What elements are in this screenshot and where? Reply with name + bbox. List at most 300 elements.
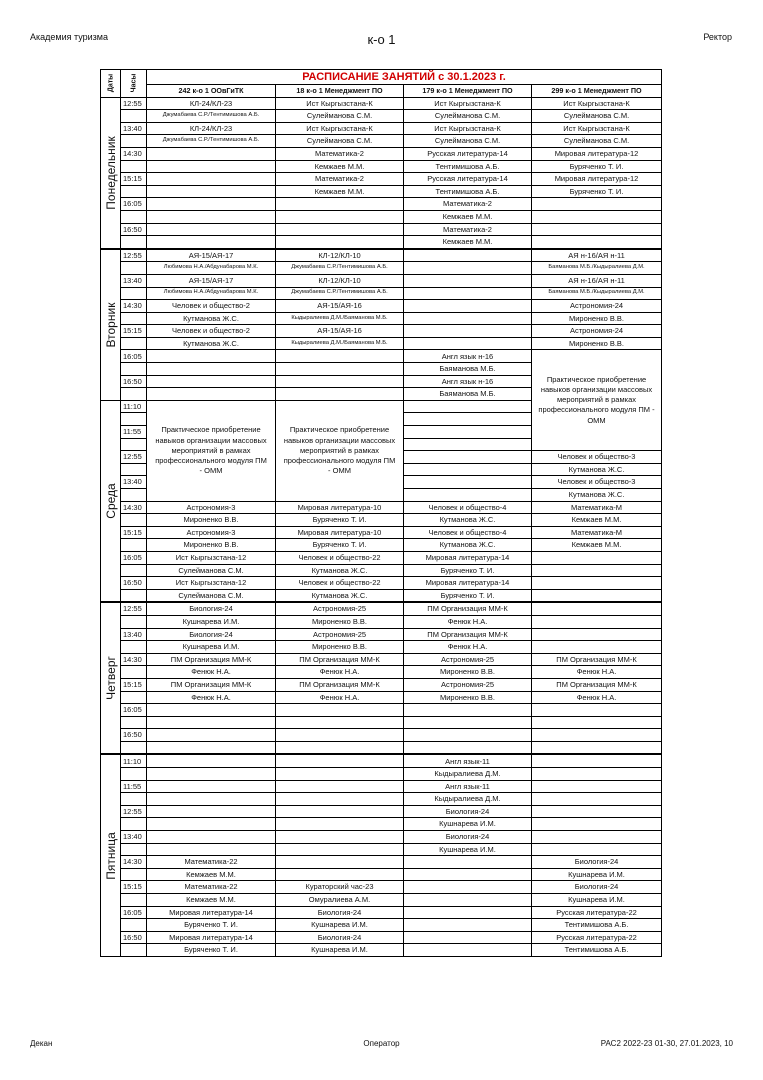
time-cell bbox=[121, 388, 147, 401]
schedule-cell bbox=[404, 249, 532, 262]
time-cell bbox=[121, 868, 147, 881]
schedule-cell: Фенюк Н.А. bbox=[404, 641, 532, 654]
schedule-cell bbox=[276, 805, 404, 818]
schedule-cell: Астрономия-25 bbox=[404, 678, 532, 691]
schedule-cell: Кемжаев М.М. bbox=[147, 894, 276, 907]
schedule-cell: Баяманова М.Б. bbox=[404, 363, 532, 376]
group-header: 299 к-о 1 Менеджмент ПО bbox=[532, 85, 662, 98]
schedule-cell bbox=[404, 881, 532, 894]
time-cell bbox=[121, 768, 147, 781]
schedule-cell: КЛ-24/КЛ-23 bbox=[147, 97, 276, 110]
schedule-cell: КЛ-12/КЛ-10 bbox=[276, 274, 404, 287]
time-cell bbox=[121, 489, 147, 502]
schedule-cell bbox=[404, 300, 532, 313]
schedule-cell bbox=[532, 818, 662, 831]
schedule-cell: Мироненко В.В. bbox=[532, 337, 662, 350]
schedule-cell: Англ язык н-16 bbox=[404, 375, 532, 388]
schedule-cell: Кемжаев М.М. bbox=[404, 210, 532, 223]
schedule-cell: Астрономия-3 bbox=[147, 501, 276, 514]
schedule-cell: Фенюк Н.А. bbox=[404, 615, 532, 628]
schedule-cell bbox=[276, 843, 404, 856]
schedule-cell bbox=[404, 312, 532, 325]
time-cell bbox=[121, 363, 147, 376]
time-cell bbox=[121, 944, 147, 957]
schedule-cell: ПМ Организация ММ-К bbox=[276, 678, 404, 691]
schedule-cell bbox=[532, 628, 662, 641]
schedule-cell bbox=[404, 931, 532, 944]
schedule-cell: Буряченко Т. И. bbox=[404, 589, 532, 602]
schedule-cell: Кыдыралиева Д.М. bbox=[404, 768, 532, 781]
schedule-cell bbox=[532, 223, 662, 236]
schedule-cell bbox=[276, 716, 404, 729]
schedule-cell: Джумабаева С.Р./Тентимишова А.Б. bbox=[147, 110, 276, 123]
schedule-cell bbox=[147, 350, 276, 363]
schedule-cell bbox=[532, 577, 662, 590]
time-cell bbox=[121, 894, 147, 907]
schedule-cell bbox=[404, 906, 532, 919]
time-cell bbox=[121, 463, 147, 476]
footer-dean: Декан bbox=[30, 1039, 53, 1048]
schedule-cell: Кыдыралиева Д.М./Баяманова М.Б. bbox=[276, 312, 404, 325]
schedule-cell: Мировая литература-12 bbox=[532, 173, 662, 186]
time-cell: 13:40 bbox=[121, 628, 147, 641]
schedule-cell bbox=[276, 210, 404, 223]
time-cell bbox=[121, 641, 147, 654]
schedule-cell: Математика-22 bbox=[147, 856, 276, 869]
schedule-cell: Биология-24 bbox=[532, 881, 662, 894]
time-cell bbox=[121, 539, 147, 552]
time-cell: 12:55 bbox=[121, 602, 147, 615]
schedule-cell bbox=[404, 868, 532, 881]
schedule-cell: Мировая литература-14 bbox=[147, 906, 276, 919]
time-cell: 13:40 bbox=[121, 476, 147, 489]
schedule-title: РАСПИСАНИЕ ЗАНЯТИЙ с 30.1.2023 г. bbox=[147, 70, 662, 85]
schedule-cell bbox=[147, 223, 276, 236]
time-cell bbox=[121, 185, 147, 198]
schedule-cell bbox=[147, 768, 276, 781]
schedule-cell: Кемжаев М.М. bbox=[276, 185, 404, 198]
schedule-cell: Кутманова Ж.С. bbox=[147, 312, 276, 325]
practice-block: Практическое приобретение навыков организации массовых мероприятий в рамках профессионального модуля ПМ - ОММ bbox=[532, 350, 662, 451]
time-cell: 15:15 bbox=[121, 173, 147, 186]
schedule-cell bbox=[147, 729, 276, 742]
schedule-cell bbox=[532, 615, 662, 628]
schedule-cell bbox=[404, 274, 532, 287]
schedule-cell: Ист Кыргызстана-К bbox=[404, 97, 532, 110]
schedule-cell bbox=[276, 818, 404, 831]
schedule-cell: Кураторский час-23 bbox=[276, 881, 404, 894]
schedule-cell: ПМ Организация ММ-К bbox=[147, 678, 276, 691]
schedule-cell bbox=[147, 173, 276, 186]
time-cell: 16:05 bbox=[121, 350, 147, 363]
schedule-cell: Мировая литература-14 bbox=[404, 577, 532, 590]
time-cell: 16:05 bbox=[121, 551, 147, 564]
schedule-cell: Кутманова Ж.С. bbox=[532, 463, 662, 476]
schedule-cell bbox=[147, 741, 276, 754]
schedule-cell: ПМ Организация ММ-К bbox=[147, 653, 276, 666]
time-cell: 16:50 bbox=[121, 223, 147, 236]
schedule-cell bbox=[276, 831, 404, 844]
group-header: 179 к-о 1 Менеджмент ПО bbox=[404, 85, 532, 98]
schedule-cell bbox=[276, 223, 404, 236]
time-cell bbox=[121, 135, 147, 148]
schedule-cell bbox=[404, 426, 532, 439]
schedule-cell: Буряченко Т. И. bbox=[276, 514, 404, 527]
schedule-cell bbox=[532, 210, 662, 223]
schedule-cell: Кушнарева И.М. bbox=[276, 944, 404, 957]
time-cell: 14:30 bbox=[121, 147, 147, 160]
time-cell bbox=[121, 615, 147, 628]
time-cell bbox=[121, 716, 147, 729]
time-cell: 11:55 bbox=[121, 426, 147, 439]
time-cell: 16:05 bbox=[121, 704, 147, 717]
time-cell: 11:10 bbox=[121, 400, 147, 413]
schedule-cell: Биология-24 bbox=[147, 602, 276, 615]
schedule-cell bbox=[147, 160, 276, 173]
header-rector: Ректор bbox=[703, 32, 732, 42]
schedule-cell bbox=[147, 147, 276, 160]
schedule-cell bbox=[147, 704, 276, 717]
footer-operator: Оператор bbox=[363, 1039, 400, 1048]
schedule-cell bbox=[404, 337, 532, 350]
schedule-cell: Сулейманова С.М. bbox=[276, 110, 404, 123]
day-label-thu: Четверг bbox=[101, 602, 121, 754]
schedule-cell: Астрономия-24 bbox=[532, 300, 662, 313]
footer-code: РАС2 2022-23 01-30, 27.01.2023, 10 bbox=[600, 1039, 733, 1048]
schedule-cell: Человек и общество-4 bbox=[404, 526, 532, 539]
time-cell: 15:15 bbox=[121, 325, 147, 338]
time-cell: 12:55 bbox=[121, 451, 147, 464]
schedule-cell bbox=[404, 704, 532, 717]
schedule-cell bbox=[147, 793, 276, 806]
schedule-cell: Кутманова Ж.С. bbox=[276, 564, 404, 577]
schedule-cell: Кемжаев М.М. bbox=[532, 539, 662, 552]
time-cell bbox=[121, 110, 147, 123]
day-label-mon: Понедельник bbox=[101, 97, 121, 249]
header-group-label: к-о 1 bbox=[367, 32, 396, 47]
schedule-cell: Биология-24 bbox=[276, 906, 404, 919]
time-cell: 11:55 bbox=[121, 780, 147, 793]
schedule-cell: Мировая литература-10 bbox=[276, 526, 404, 539]
schedule-cell: КЛ-24/КЛ-23 bbox=[147, 122, 276, 135]
schedule-cell bbox=[532, 641, 662, 654]
schedule-cell bbox=[404, 944, 532, 957]
schedule-cell bbox=[532, 805, 662, 818]
schedule-cell: Сулейманова С.М. bbox=[532, 135, 662, 148]
time-cell bbox=[121, 160, 147, 173]
schedule-cell: АЯ н-16/АЯ н-11 bbox=[532, 274, 662, 287]
schedule-cell bbox=[147, 388, 276, 401]
schedule-cell bbox=[147, 198, 276, 211]
time-cell bbox=[121, 741, 147, 754]
schedule-cell bbox=[276, 363, 404, 376]
schedule-cell: Баяманова М.Б./Кыдыралиева Д.М. bbox=[532, 262, 662, 275]
schedule-cell: Астрономия-25 bbox=[404, 653, 532, 666]
schedule-cell: Англ язык н-16 bbox=[404, 350, 532, 363]
schedule-cell: Математика-2 bbox=[404, 198, 532, 211]
time-cell: 13:40 bbox=[121, 274, 147, 287]
schedule-cell bbox=[532, 754, 662, 767]
schedule-cell: Англ язык-11 bbox=[404, 780, 532, 793]
schedule-cell: Русская литература-22 bbox=[532, 906, 662, 919]
schedule-cell bbox=[147, 236, 276, 249]
schedule-cell: Русская литература-22 bbox=[532, 931, 662, 944]
schedule-cell bbox=[532, 793, 662, 806]
schedule-cell: ПМ Организация ММ-К bbox=[532, 653, 662, 666]
header-institution: Академия туризма bbox=[30, 32, 108, 42]
schedule-cell: Биология-24 bbox=[147, 628, 276, 641]
schedule-cell: Астрономия-24 bbox=[532, 325, 662, 338]
schedule-cell: Математика-2 bbox=[404, 223, 532, 236]
schedule-cell: Буряченко Т. И. bbox=[404, 564, 532, 577]
schedule-cell bbox=[404, 919, 532, 932]
schedule-cell: Сулейманова С.М. bbox=[147, 589, 276, 602]
schedule-cell: Буряченко Т. И. bbox=[147, 919, 276, 932]
schedule-cell: Фенюк Н.А. bbox=[532, 666, 662, 679]
schedule-cell bbox=[404, 741, 532, 754]
schedule-cell: Кутманова Ж.С. bbox=[147, 337, 276, 350]
schedule-cell bbox=[532, 589, 662, 602]
schedule-cell: Человек и общество-2 bbox=[147, 325, 276, 338]
schedule-cell: Тентимишова А.Б. bbox=[532, 919, 662, 932]
schedule-cell: АЯ-15/АЯ-17 bbox=[147, 249, 276, 262]
schedule-cell: Ист Кыргызстана-К bbox=[276, 122, 404, 135]
schedule-cell: Кушнарева И.М. bbox=[404, 843, 532, 856]
schedule-cell: Фенюк Н.А. bbox=[276, 691, 404, 704]
schedule-cell: Биология-24 bbox=[276, 931, 404, 944]
time-cell bbox=[121, 691, 147, 704]
schedule-cell bbox=[147, 754, 276, 767]
schedule-cell bbox=[147, 185, 276, 198]
schedule-cell: ПМ Организация ММ-К bbox=[404, 602, 532, 615]
time-cell: 14:30 bbox=[121, 501, 147, 514]
schedule-cell bbox=[147, 363, 276, 376]
time-cell bbox=[121, 413, 147, 426]
schedule-cell bbox=[532, 843, 662, 856]
schedule-cell bbox=[276, 375, 404, 388]
schedule-cell: Биология-24 bbox=[404, 831, 532, 844]
schedule-cell bbox=[147, 831, 276, 844]
schedule-cell: КЛ-12/КЛ-10 bbox=[276, 249, 404, 262]
schedule-cell: Джумабаева С.Р./Тентимишова А.Б. bbox=[147, 135, 276, 148]
schedule-cell: Сулейманова С.М. bbox=[404, 110, 532, 123]
schedule-cell bbox=[532, 198, 662, 211]
time-cell: 16:50 bbox=[121, 931, 147, 944]
schedule-cell bbox=[404, 489, 532, 502]
schedule-cell bbox=[404, 262, 532, 275]
time-cell: 15:15 bbox=[121, 678, 147, 691]
schedule-cell bbox=[404, 463, 532, 476]
schedule-cell bbox=[404, 438, 532, 451]
practice-block: Практическое приобретение навыков организации массовых мероприятий в рамках профессионального модуля ПМ - ОММ bbox=[147, 400, 276, 501]
time-cell bbox=[121, 262, 147, 275]
schedule-cell: Тентимишова А.Б. bbox=[404, 185, 532, 198]
time-cell bbox=[121, 589, 147, 602]
schedule-cell: Кемжаев М.М. bbox=[276, 160, 404, 173]
schedule-cell: АЯ-15/АЯ-17 bbox=[147, 274, 276, 287]
schedule-cell bbox=[276, 198, 404, 211]
schedule-cell bbox=[404, 287, 532, 300]
schedule-cell bbox=[404, 325, 532, 338]
schedule-cell bbox=[532, 831, 662, 844]
schedule-cell: Кутманова Ж.С. bbox=[404, 539, 532, 552]
schedule-cell: Астрономия-25 bbox=[276, 602, 404, 615]
schedule-cell bbox=[276, 780, 404, 793]
schedule-cell: Мироненко В.В. bbox=[276, 641, 404, 654]
schedule-cell: Сулейманова С.М. bbox=[276, 135, 404, 148]
time-cell: 12:55 bbox=[121, 805, 147, 818]
schedule-cell bbox=[532, 551, 662, 564]
schedule-cell: Кушнарева И.М. bbox=[532, 868, 662, 881]
schedule-cell: Ист Кыргызстана-К bbox=[532, 97, 662, 110]
day-label-fri: Пятница bbox=[101, 754, 121, 956]
schedule-cell: Буряченко Т. И. bbox=[276, 539, 404, 552]
schedule-cell bbox=[147, 818, 276, 831]
schedule-cell: Математика-М bbox=[532, 526, 662, 539]
schedule-cell bbox=[404, 716, 532, 729]
schedule-cell: Ист Кыргызстана-К bbox=[404, 122, 532, 135]
schedule-cell: Кыдыралиева Д.М. bbox=[404, 793, 532, 806]
schedule-cell: Русская литература-14 bbox=[404, 147, 532, 160]
schedule-cell: Англ язык-11 bbox=[404, 754, 532, 767]
time-cell bbox=[121, 793, 147, 806]
group-header: 242 к-о 1 ООвГиТК bbox=[147, 85, 276, 98]
schedule-cell: Кушнарева И.М. bbox=[532, 894, 662, 907]
schedule-cell: Ист Кыргызстана-К bbox=[532, 122, 662, 135]
schedule-cell bbox=[147, 843, 276, 856]
time-cell: 16:50 bbox=[121, 577, 147, 590]
time-cell: 11:10 bbox=[121, 754, 147, 767]
schedule-cell bbox=[404, 413, 532, 426]
schedule-cell bbox=[276, 388, 404, 401]
schedule-cell: Кемжаев М.М. bbox=[532, 514, 662, 527]
header-hours: Часы bbox=[121, 70, 147, 98]
schedule-cell: Биология-24 bbox=[532, 856, 662, 869]
schedule-cell: Джумабаева С.Р./Тентимишова А.Б. bbox=[276, 287, 404, 300]
schedule-cell bbox=[276, 704, 404, 717]
schedule-cell bbox=[532, 236, 662, 249]
time-cell: 14:30 bbox=[121, 856, 147, 869]
schedule-cell bbox=[404, 856, 532, 869]
schedule-cell bbox=[276, 729, 404, 742]
schedule-cell: Русская литература-14 bbox=[404, 173, 532, 186]
schedule-cell: Фенюк Н.А. bbox=[147, 666, 276, 679]
schedule-cell: Кушнарева И.М. bbox=[404, 818, 532, 831]
schedule-cell bbox=[532, 564, 662, 577]
header-dates: Даты bbox=[101, 70, 121, 98]
schedule-cell: Кутманова Ж.С. bbox=[404, 514, 532, 527]
time-cell: 16:50 bbox=[121, 729, 147, 742]
schedule-cell bbox=[532, 729, 662, 742]
time-cell: 16:50 bbox=[121, 375, 147, 388]
schedule-cell: ПМ Организация ММ-К bbox=[404, 628, 532, 641]
time-cell bbox=[121, 843, 147, 856]
schedule-cell: Сулейманова С.М. bbox=[404, 135, 532, 148]
schedule-cell: Любимова Н.А./Абдунабарова М.К. bbox=[147, 262, 276, 275]
schedule-cell: Мировая литература-14 bbox=[147, 931, 276, 944]
schedule-cell: Астрономия-25 bbox=[276, 628, 404, 641]
schedule-cell: Буряченко Т. И. bbox=[147, 944, 276, 957]
schedule-cell bbox=[532, 780, 662, 793]
schedule-cell: Кушнарева И.М. bbox=[276, 919, 404, 932]
schedule-cell: Джумабаева С.Р./Тентимишова А.Б. bbox=[276, 262, 404, 275]
schedule-cell: Человек и общество-22 bbox=[276, 577, 404, 590]
schedule-cell: Сулейманова С.М. bbox=[532, 110, 662, 123]
time-cell bbox=[121, 514, 147, 527]
schedule-cell: Буряченко Т. И. bbox=[532, 185, 662, 198]
schedule-cell bbox=[532, 716, 662, 729]
schedule-cell: Фенюк Н.А. bbox=[276, 666, 404, 679]
schedule-cell: Буряченко Т. И. bbox=[532, 160, 662, 173]
time-cell bbox=[121, 236, 147, 249]
schedule-cell bbox=[532, 602, 662, 615]
time-cell bbox=[121, 919, 147, 932]
schedule-cell bbox=[404, 451, 532, 464]
schedule-cell bbox=[276, 350, 404, 363]
schedule-cell bbox=[276, 754, 404, 767]
schedule-cell bbox=[276, 236, 404, 249]
schedule-cell bbox=[147, 716, 276, 729]
schedule-cell: Сулейманова С.М. bbox=[147, 564, 276, 577]
schedule-cell: Человек и общество-2 bbox=[147, 300, 276, 313]
schedule-cell: Кемжаев М.М. bbox=[404, 236, 532, 249]
schedule-cell: Математика-М bbox=[532, 501, 662, 514]
schedule-cell: Мировая литература-12 bbox=[532, 147, 662, 160]
schedule-cell: Математика-2 bbox=[276, 147, 404, 160]
schedule-cell: Мироненко В.В. bbox=[147, 514, 276, 527]
schedule-cell: Омуралиева А.М. bbox=[276, 894, 404, 907]
time-cell: 14:30 bbox=[121, 653, 147, 666]
schedule-cell: Мироненко В.В. bbox=[404, 691, 532, 704]
schedule-cell: Мировая литература-14 bbox=[404, 551, 532, 564]
schedule-cell: Ист Кыргызстана-12 bbox=[147, 577, 276, 590]
time-cell bbox=[121, 312, 147, 325]
schedule-cell: Человек и общество-3 bbox=[532, 451, 662, 464]
schedule-cell: Мироненко В.В. bbox=[404, 666, 532, 679]
schedule-cell: Тентимишова А.Б. bbox=[532, 944, 662, 957]
schedule-cell: Астрономия-3 bbox=[147, 526, 276, 539]
time-cell: 12:55 bbox=[121, 249, 147, 262]
day-label-tue: Вторник bbox=[101, 249, 121, 401]
schedule-cell: ПМ Организация ММ-К bbox=[276, 653, 404, 666]
schedule-cell: Кутманова Ж.С. bbox=[532, 489, 662, 502]
schedule-cell: Фенюк Н.А. bbox=[147, 691, 276, 704]
schedule-cell bbox=[276, 856, 404, 869]
schedule-cell: Тентимишова А.Б. bbox=[404, 160, 532, 173]
schedule-cell bbox=[532, 704, 662, 717]
schedule-cell: Мироненко В.В. bbox=[532, 312, 662, 325]
schedule-cell: Мироненко В.В. bbox=[276, 615, 404, 628]
schedule-cell bbox=[532, 741, 662, 754]
time-cell bbox=[121, 337, 147, 350]
schedule-cell bbox=[147, 805, 276, 818]
schedule-cell: Кыдыралиева Д.М./Баяманова М.Б. bbox=[276, 337, 404, 350]
schedule-cell: ПМ Организация ММ-К bbox=[532, 678, 662, 691]
schedule-cell: Баяманова М.Б. bbox=[404, 388, 532, 401]
time-cell bbox=[121, 287, 147, 300]
schedule-cell: Кушнарева И.М. bbox=[147, 641, 276, 654]
schedule-cell bbox=[276, 768, 404, 781]
time-cell: 16:05 bbox=[121, 906, 147, 919]
schedule-cell: Математика-22 bbox=[147, 881, 276, 894]
schedule-cell: АЯ-15/АЯ-16 bbox=[276, 325, 404, 338]
schedule-cell: Любимова Н.А./Абдунабарова М.К. bbox=[147, 287, 276, 300]
schedule-cell: АЯ-15/АЯ-16 bbox=[276, 300, 404, 313]
schedule-cell: Фенюк Н.А. bbox=[532, 691, 662, 704]
schedule-cell: Кушнарева И.М. bbox=[147, 615, 276, 628]
time-cell bbox=[121, 666, 147, 679]
schedule-cell: АЯ н-16/АЯ н-11 bbox=[532, 249, 662, 262]
